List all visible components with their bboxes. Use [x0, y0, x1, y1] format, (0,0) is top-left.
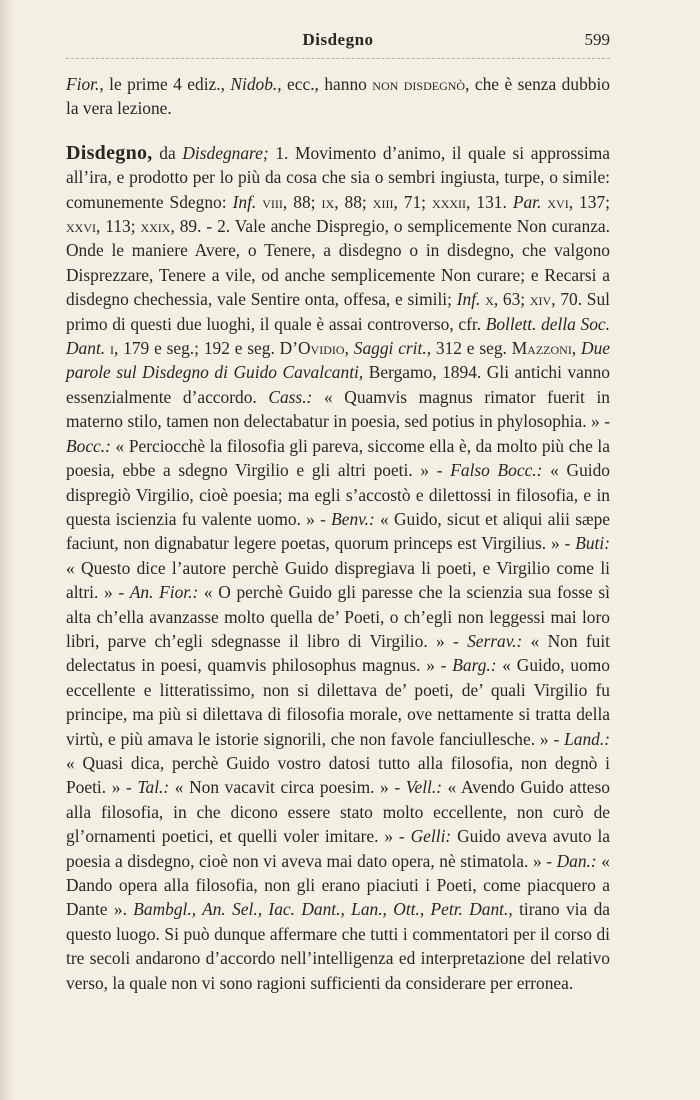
text-segment: 1. Movimento d’animo, il quale si approssima all’ira, e prodotto per lo più da cosa che sia o sembri ingiusta, turpe, o simile: comunemente Sdegno: [66, 142, 610, 212]
text-segment: Buti: [575, 533, 610, 554]
text-segment: , [344, 338, 354, 359]
header-rule [66, 58, 610, 59]
text-segment: « Dando opera alla filosofia, non gli erano piaciuti i Poeti, come piacquero a Dante ». [66, 850, 610, 920]
text-segment: Nidob. [230, 74, 278, 94]
text-segment: xvi [547, 191, 569, 212]
text-segment: « Guido, uomo eccellente e litteratissimo, non si dilettava de’ poeti, de’ quali Virgilio fu principe, ma più si dilettava di filosofia morale, ove nettamente si tratta della virtù, e più amava le istorie signorili, che non favole fanciullesche. » - [66, 655, 610, 749]
dictionary-text [66, 72, 610, 995]
text-segment: « Quasi dica, perchè Guido vostro datosi tutto alla filosofia, non degnò i Poeti. » - [66, 752, 610, 798]
text-segment: xiii [372, 191, 394, 212]
text-segment: i [109, 338, 114, 359]
text-segment: , 71; [393, 191, 433, 212]
text-segment: da [152, 142, 183, 163]
text-segment: non disdegnò [372, 74, 466, 94]
text-segment: « Non vacavit circa poesim. » - [169, 777, 406, 798]
text-segment: « Guido, sicut et aliqui alii sæpe faciunt, non dignabatur legere poetas, quorum princeps est Virgilius. » - [66, 508, 610, 554]
carry-over-paragraph [66, 72, 610, 121]
text-segment: Due parole sul Disdegno di Guido Cavalcanti, [66, 338, 610, 383]
text-segment: Bocc.: [66, 435, 111, 456]
text-segment: Tal.: [137, 777, 170, 798]
text-segment: « Quamvis magnus rimator fuerit in materno stilo, tamen non delectabatur in poesia, sed potius in phylosophia. » - [66, 386, 610, 432]
text-segment: An. Fior.: [129, 582, 199, 603]
text-segment: , 89. - 2. Vale anche Dispregio, o semplicemente Non curanza. Onde le maniere Avere, o Tenere, a disdegno o in disdegno, che valgono Disprezzare, Tenere a vile, od anche semplicemente Non curare; e Recarsi a disdegno chechessia, vale Sentire onta, offesa, e simili; [66, 216, 610, 310]
text-segment: ix [321, 191, 335, 212]
text-segment: Land.: [564, 728, 610, 749]
text-segment: xxvi [66, 216, 96, 237]
text-segment: , 113; [96, 216, 141, 237]
running-title: Disdegno [302, 30, 374, 49]
text-segment: Inf. [456, 289, 481, 310]
entry-disdegno [66, 141, 610, 995]
text-segment: , 70. Sul primo di questi due luoghi, il quale è assai controverso, cfr. [66, 289, 611, 334]
text-segment: Vell.: [405, 777, 442, 798]
text-segment: Inf. [232, 191, 257, 212]
text-segment: Falso Bocc.: [450, 460, 543, 481]
text-segment: « Non fuit delectatus in poesi, quamvis philosophus magnus. » - [66, 630, 610, 676]
text-segment: Bollett. della Soc. Dant. [66, 313, 610, 359]
text-segment: , le prime 4 ediz., [99, 74, 231, 94]
text-segment: Dan.: [556, 850, 597, 871]
text-segment: viii [262, 191, 283, 212]
text-segment: « Questo dice l’autore perchè Guido dispregiava li poeti, e Virgilio come li altri. » - [66, 557, 610, 603]
text-segment: , che è senza dubbio la vera lezione. [66, 74, 610, 119]
text-segment: tirano via da questo luogo. Si può dunque affermare che tutti i commentatori per il corso di tre secoli andarono d’accordo nell’intelligenza ed interpretazione del relativo verso, la quale non vi sono ragioni sufficienti da considerare per erronea. [66, 899, 610, 993]
text-segment: Saggi crit., [353, 338, 432, 359]
text-segment: Disdegnare; [182, 142, 269, 163]
page-gutter-shadow [0, 0, 14, 1100]
text-segment: Cass.: [268, 386, 313, 407]
text-segment: Ovidio [298, 338, 345, 359]
text-segment: Guido aveva avuto la poesia a disdegno, cioè non vi aveva mai dato opera, nè stimatola. » - [66, 826, 610, 871]
text-segment: , 88; [282, 191, 322, 212]
text-segment: Fior. [66, 74, 100, 94]
text-segment: « Perciocchè la filosofia gli pareva, siccome ella è, da molto più che la poesia, ebbe a sdegno Virgilio e gli altri poeti. » - [66, 435, 610, 481]
text-segment: , 131. [466, 191, 513, 212]
text-segment: Bergamo, 1894. Gli antichi vanno essenzialmente d’accordo. [66, 362, 610, 407]
text-segment: Barg.: [452, 655, 497, 676]
text-segment: Benv.: [331, 508, 375, 529]
text-segment: « Avendo Guido atteso alla filosofia, in che dicono essere stato molto eccellente, non curò de gl’ornamenti poetici, et quelli voler imitare. » - [66, 777, 610, 847]
running-head [66, 30, 610, 56]
text-segment: xiv [529, 289, 552, 310]
text-segment: , 88; [334, 191, 373, 212]
text-segment: , ecc., hanno [277, 74, 373, 94]
text-segment: x [485, 289, 494, 310]
text-segment: Bambgl., An. Sel., Iac. Dant., Lan., Ott., Petr. Dant., [133, 899, 513, 920]
text-segment: , [571, 338, 582, 359]
text-segment: « O perchè Guido gli paresse che la scienzia sua fosse sì alta ch’ella avanzasse molto quella de’ Poeti, o ch’egli non leggessi mai loro libri, parve ch’egli sdegnasse il libro di Virgilio. » - [66, 582, 610, 651]
text-segment: , 137; [568, 191, 610, 212]
text-segment: Serrav.: [467, 630, 523, 651]
text-segment: Gelli: [410, 826, 452, 847]
text-segment: 312 e seg. [431, 338, 512, 359]
text-segment: , 63; [493, 289, 530, 310]
text-segment: xxix [140, 216, 171, 237]
page-number: 599 [584, 30, 610, 49]
headword: Disdegno, [66, 141, 153, 164]
text-segment: , 179 e seg.; 192 e seg. D’ [113, 338, 298, 359]
text-segment: Mazzoni [511, 338, 572, 359]
text-segment: « Guido dispregiò Virgilio, cioè poesia; ma egli s’accostò e dilettossi in filosofia, e in questa iscienzia fu valente uomo. » - [66, 460, 611, 529]
text-segment: Par. [512, 191, 542, 212]
text-segment: xxxii [432, 191, 467, 212]
